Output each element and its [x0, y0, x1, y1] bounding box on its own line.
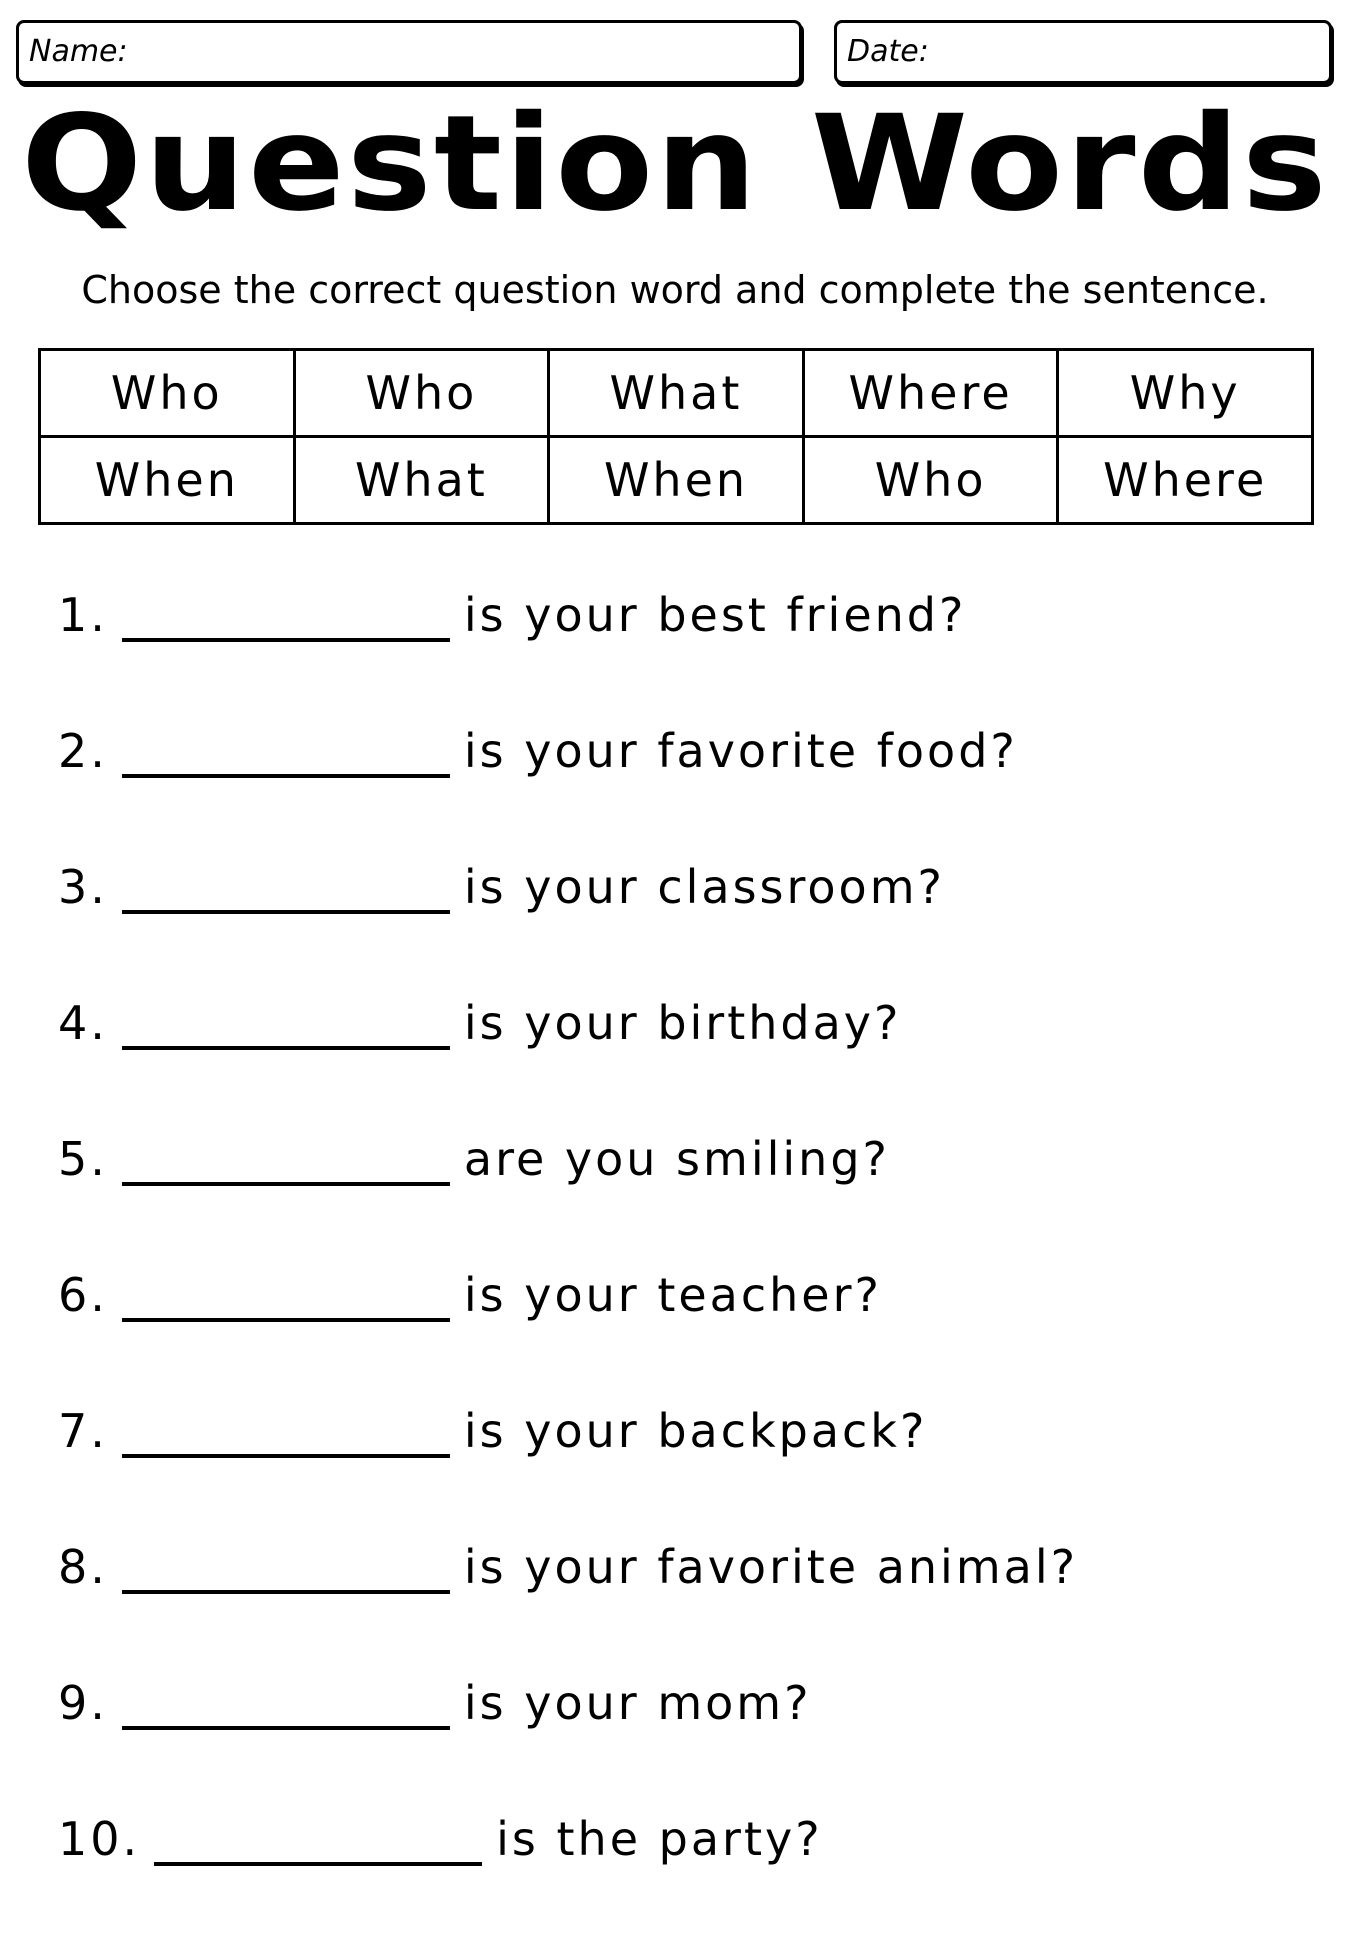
name-label: Name:: [29, 34, 128, 69]
question-number: 8.: [58, 1540, 108, 1594]
word-bank-cell: What: [549, 350, 804, 437]
question-number: 4.: [58, 996, 108, 1050]
answer-blank[interactable]: [122, 1540, 450, 1594]
question-text: is your best friend?: [463, 588, 967, 642]
question-number: 6.: [58, 1268, 108, 1322]
answer-blank[interactable]: [122, 860, 450, 914]
word-bank-cell: When: [40, 437, 295, 524]
question-number: 1.: [58, 588, 108, 642]
question-number: 9.: [58, 1676, 108, 1730]
question-item: [58, 1676, 1318, 1812]
question-text: is your backpack?: [463, 1404, 928, 1458]
instruction-text: Choose the correct question word and complete the sentence.: [81, 268, 1269, 312]
question-item: [58, 1812, 1318, 1948]
word-bank-cell: Who: [40, 350, 295, 437]
word-bank-cell: When: [549, 437, 804, 524]
answer-blank[interactable]: [154, 1812, 482, 1866]
question-item: [58, 1132, 1318, 1268]
answer-blank[interactable]: [122, 1268, 450, 1322]
question-item: [58, 1268, 1318, 1404]
word-bank-table: [38, 348, 1314, 525]
question-number: 5.: [58, 1132, 108, 1186]
question-item: [58, 588, 1318, 724]
question-text: is the party?: [496, 1812, 823, 1866]
name-field[interactable]: [16, 20, 802, 84]
date-field[interactable]: [834, 20, 1332, 84]
question-item: [58, 724, 1318, 860]
word-bank-cell: Why: [1058, 350, 1313, 437]
question-number: 10.: [58, 1812, 141, 1866]
answer-blank[interactable]: [122, 588, 450, 642]
question-text: is your classroom?: [463, 860, 945, 914]
question-number: 3.: [58, 860, 108, 914]
word-bank-row: [40, 437, 1313, 524]
question-number: 2.: [58, 724, 108, 778]
question-item: [58, 1540, 1318, 1676]
word-bank-cell: Where: [1058, 437, 1313, 524]
page-title: Question Words: [21, 87, 1329, 241]
answer-blank[interactable]: [122, 1132, 450, 1186]
word-bank-row: [40, 350, 1313, 437]
word-bank-cell: Who: [803, 437, 1058, 524]
word-bank-cell: Who: [294, 350, 549, 437]
question-text: is your teacher?: [463, 1268, 882, 1322]
date-label: Date:: [847, 34, 929, 69]
word-bank-cell: Where: [803, 350, 1058, 437]
question-item: [58, 860, 1318, 996]
question-text: are you smiling?: [463, 1132, 890, 1186]
question-text: is your mom?: [463, 1676, 812, 1730]
question-text: is your favorite food?: [463, 724, 1018, 778]
answer-blank[interactable]: [122, 1404, 450, 1458]
question-item: [58, 996, 1318, 1132]
question-list: [58, 588, 1318, 1948]
word-bank-cell: What: [294, 437, 549, 524]
question-text: is your birthday?: [463, 996, 902, 1050]
answer-blank[interactable]: [122, 724, 450, 778]
question-number: 7.: [58, 1404, 108, 1458]
question-item: [58, 1404, 1318, 1540]
answer-blank[interactable]: [122, 996, 450, 1050]
answer-blank[interactable]: [122, 1676, 450, 1730]
question-text: is your favorite animal?: [463, 1540, 1079, 1594]
